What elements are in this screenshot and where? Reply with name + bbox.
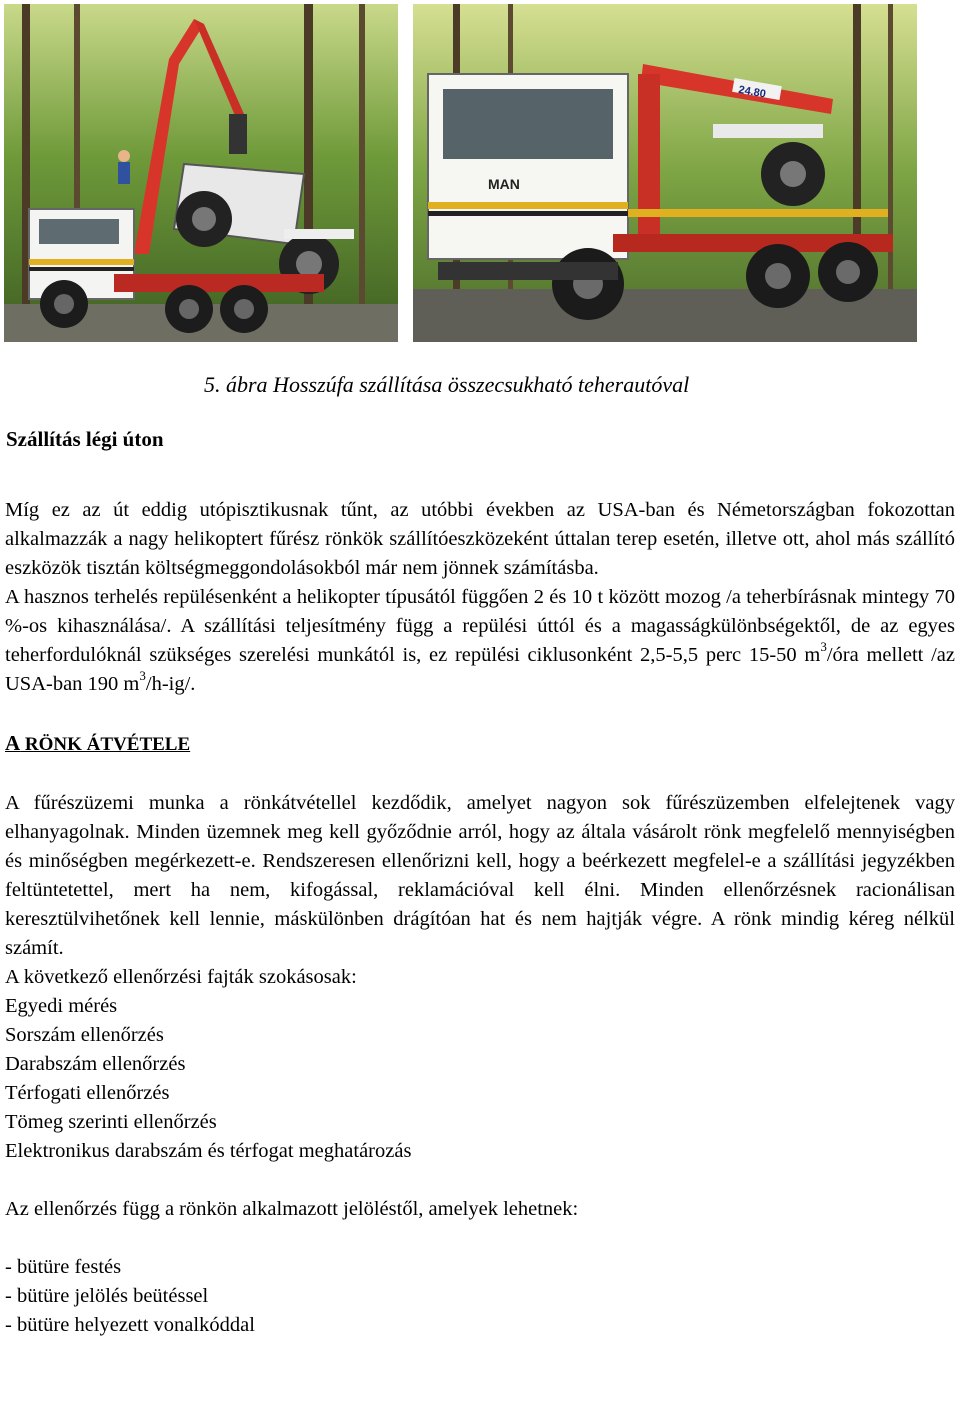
check-item: Elektronikus darabszám és térfogat meghatározás [5,1140,412,1162]
marking-item: - bütüre jelölés beütéssel [5,1285,209,1307]
heading-first-letter: A [5,731,21,755]
marking-item: - bütüre festés [5,1256,122,1278]
checks-intro: A következő ellenőrzési fajták szokásosak: [5,966,357,988]
crane-model-badge: 24.80 [737,83,767,101]
spacer [5,1166,955,1195]
figure-caption: 5. ábra Hosszúfa szállítása összecsukható teherautóval [204,372,690,397]
photo-truck-crane-folded [413,4,917,342]
payload-text-a: A hasznos terhelés repülésenként a helikopter típusától függően 2 és 10 t között mozog /a teherbírásnak mintegy 70 %-os kihasználása/. A szállítási teljesítmény függ a repülési úttól és a magasságkülönbségektől, de az egyes teherfordulóknál szükséges szerelési munkától is, ez repülési ciklusonként 2,5-5,5 perc 15-50 m [5,586,955,666]
check-item: Egyedi mérés [5,995,118,1017]
marking-item: - bütüre helyezett vonalkóddal [5,1314,255,1336]
superscript-cubic-2: 3 [139,668,146,684]
heading-log-reception [5,729,955,789]
payload-text-c: /h-ig/. [145,673,196,695]
check-item: Térfogati ellenőrzés [5,1082,170,1104]
truck-crane-folded-illustration [413,4,917,342]
marking-intro: Az ellenőrzés függ a rönkön alkalmazott jelöléstől, amelyek lehetnek: [5,1198,579,1220]
section-title: Szállítás légi úton [6,427,164,451]
truck-brand-badge: MAN [488,176,520,192]
truck-crane-loading-illustration [4,4,398,342]
paragraph-helicopter-payload [5,583,955,699]
spacer [5,1224,955,1253]
document-body [5,496,955,1340]
superscript-cubic-1: 3 [820,639,827,655]
check-item: Darabszám ellenőrzés [5,1053,186,1075]
photo-truck-crane-loading [4,4,398,342]
payload-text-b: /óra mellett /az USA-ban 190 m [5,644,955,695]
paragraph-helicopter-intro: Míg ez az út eddig utópisztikusnak tűnt, az utóbbi években az USA-ban és Németországban fokozottan alkalmazzák a nagy helikoptert fűrész rönkök szállítóeszközeként úttalan terep esetén, illetve ott, ahol más szállító eszközök tisztán költségmeggondolásokból már nem jönnek számításba. [5,499,955,579]
check-item: Tömeg szerinti ellenőrzés [5,1111,217,1133]
paragraph-log-reception: A fűrészüzemi munka a rönkátvétellel kezdődik, amelyet nagyon sok fűrészüzemben elfelejtenek vagy elhanyagolnak. Minden üzemnek meg kell győződnie arról, hogy az általa vásárolt rönk megfelelő mennyiségben és minőségben megérkezett-e. Rendszeresen ellenőrizni kell, hogy a beérkezett megfelel-e a szállítási jegyzékben feltüntetettel, mert ha nem, kifogással, reklamációval kell élni. Minden ellenőrzésnek racionálisan keresztülvihetőnek kell lennie, máskülönben drágítóan hat és nem hajtják végre. A rönk mindig kéreg nélkül számít. [5,792,955,959]
check-item: Sorszám ellenőrzés [5,1024,164,1046]
heading-rest: RÖNK ÁTVÉTELE [20,734,191,755]
